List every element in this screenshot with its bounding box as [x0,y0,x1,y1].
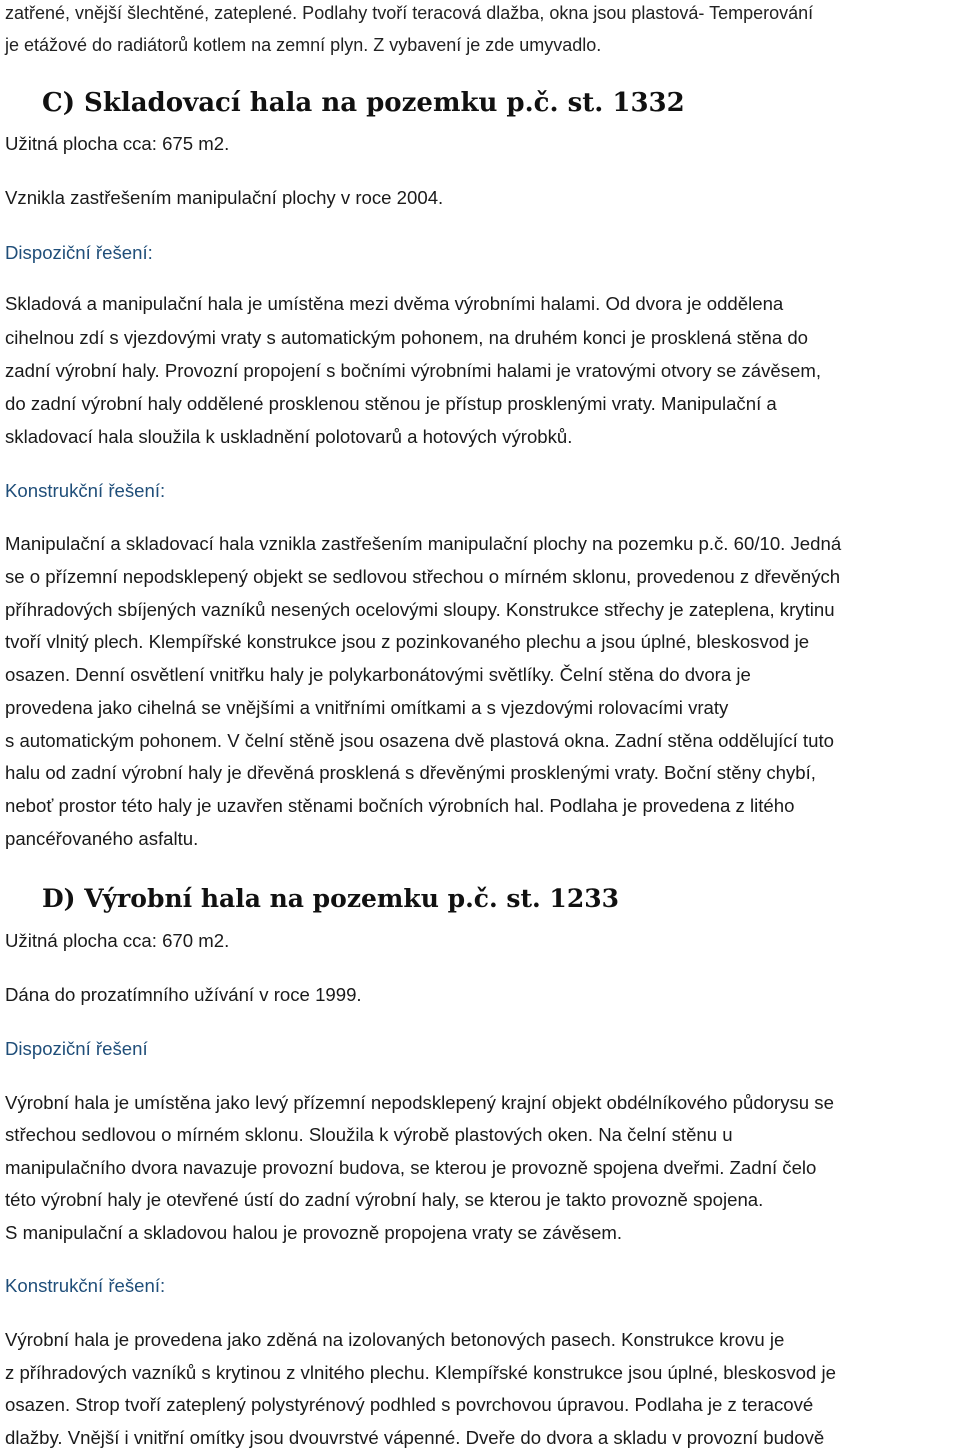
section-c-construction-line: neboť prostor této haly je uzavřen stěnami bočních výrobních hal. Podlaha je provedena z litého [5,795,795,816]
section-c-construction-line: pancéřovaného asfaltu. [5,828,199,849]
section-c-layout-line: zadní výrobní haly. Provozní propojení s bočními výrobními halami je vratovými otvory se závěsem, [5,360,822,381]
section-c-construction-line: tvoří vlnitý plech. Klempířské konstrukce jsou z pozinkovaného plechu a jsou úplné, bleskosvod je [5,631,810,652]
section-d-construction-line: z příhradových vazníků s krytinou z vlnitého plechu. Klempířské konstrukce jsou úplné, bleskosvod je [5,1362,836,1383]
section-c-layout-line: skladovací hala sloužila k uskladnění polotovarů a hotových výrobků. [5,426,573,447]
section-d-layout-line: této výrobní haly je otevřené ústí do zadní výrobní haly, se kterou je takto provozně spojena. [5,1189,764,1210]
section-d-construction-line: Výrobní hala je provedena jako zděná na izolovaných betonových pasech. Konstrukce krovu je [5,1329,785,1350]
section-c-construction-line: osazen. Denní osvětlení vnitřku haly je polykarbonátovými světlíky. Čelní stěna do dvora je [5,664,751,685]
section-c-construction-heading: Konstrukční řešení: [5,480,166,501]
section-d-layout-line: Výrobní hala je umístěna jako levý přízemní nepodsklepený krajní objekt obdélníkového půdorysu se [5,1092,834,1113]
section-c-construction-line: provedena jako cihelná se vnějšími a vnitřními omítkami a s vjezdovými rolovacími vraty [5,697,729,718]
section-d-layout-line: S manipulační a skladovou halou je provozně propojena vraty se závěsem. [5,1222,623,1243]
section-d-heading: D) Výrobní hala na pozemku p.č. st. 1233 [42,884,620,913]
section-c-construction-line: halu od zadní výrobní haly je dřevěná prosklená s dřevěnými prosklenými vraty. Boční stěny chybí, [5,762,816,783]
section-d-construction-heading: Konstrukční řešení: [5,1275,166,1296]
section-c-layout-heading: Dispoziční řešení: [5,242,153,263]
section-c-layout-line: do zadní výrobní haly oddělené prosklenou stěnou je přístup prosklenými vraty. Manipulační a [5,393,777,414]
intro-line-2: je etážové do radiátorů kotlem na zemní plyn. Z vybavení je zde umyvadlo. [5,35,602,55]
section-c-construction-line: s automatickým pohonem. V čelní stěně jsou osazena dvě plastová okna. Zadní stěna oddělující tuto [5,730,834,751]
section-d-construction-line: dlažby. Vnější i vnitřní omítky jsou dvouvrstvé vápenné. Dveře do dvora a skladu v provozní budově [5,1427,825,1448]
section-d-layout-line: střechou sedlovou o mírném sklonu. Sloužila k výrobě plastových oken. Na čelní stěnu u [5,1124,733,1145]
section-d-area: Užitná plocha cca: 670 m2. [5,930,230,951]
section-c-construction-line: se o přízemní nepodsklepený objekt se sedlovou střechou o mírném sklonu, provedenou z dřevěných [5,566,841,587]
intro-line-1: zatřené, vnější šlechtěné, zateplené. Podlahy tvoří teracová dlažba, okna jsou plastová- Temperování [5,3,814,23]
section-d-construction-line: osazen. Strop tvoří zateplený polystyrénový podhled s povrchovou úpravou. Podlaha je z teracové [5,1394,814,1415]
section-c-heading: C) Skladovací hala na pozemku p.č. st. 1332 [42,88,685,118]
section-c-area: Užitná plocha cca: 675 m2. [5,133,230,154]
section-d-layout-line: manipulačního dvora navazuje provozní budova, se kterou je provozně spojena dveřmi. Zadní čelo [5,1157,817,1178]
section-c-layout-line: Skladová a manipulační hala je umístěna mezi dvěma výrobními halami. Od dvora je oddělena [5,293,784,314]
section-c-construction-line: příhradových sbíjených vazníků nesených ocelovými sloupy. Konstrukce střechy je zateplena, krytinu [5,599,835,620]
section-c-layout-line: cihelnou zdí s vjezdovými vraty s automatickým pohonem, na druhém konci je prosklená stěna do [5,327,809,348]
section-c-construction-line: Manipulační a skladovací hala vznikla zastřešením manipulační plochy na pozemku p.č. 60/10. Jedná [5,533,842,554]
section-c-origin: Vznikla zastřešením manipulační plochy v roce 2004. [5,187,444,208]
section-d-layout-heading: Dispoziční řešení [5,1038,148,1059]
section-d-origin: Dána do prozatímního užívání v roce 1999. [5,984,362,1005]
